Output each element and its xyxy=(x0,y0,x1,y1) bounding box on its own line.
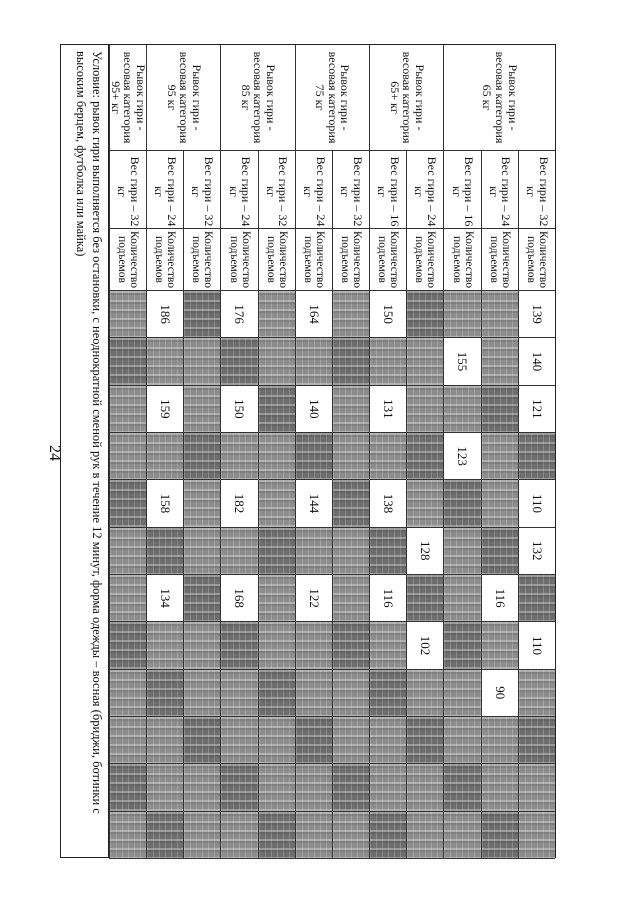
shaded-cell xyxy=(518,433,555,480)
lift-count-value: 140 xyxy=(295,386,332,433)
shaded-cell xyxy=(406,670,443,717)
lift-count-label: Количество подъемов xyxy=(444,229,481,291)
lift-count-label: Количество подъемов xyxy=(406,229,443,291)
shaded-cell xyxy=(369,622,406,669)
shaded-cell xyxy=(109,622,146,669)
lift-count-label: Количество подъемов xyxy=(295,229,332,291)
shaded-cell xyxy=(183,291,220,338)
shaded-cell xyxy=(183,670,220,717)
shaded-cell xyxy=(258,622,295,669)
weight-label: Вес гири – 32 кг xyxy=(183,151,220,229)
lift-count-value: 134 xyxy=(146,575,183,622)
lift-count-value: 139 xyxy=(518,291,555,338)
standards-table xyxy=(108,44,556,858)
lift-count-value: 122 xyxy=(295,575,332,622)
shaded-cell xyxy=(221,717,258,764)
shaded-cell xyxy=(406,717,443,764)
shaded-cell xyxy=(109,764,146,811)
lift-count-label: Количество подъемов xyxy=(369,229,406,291)
shaded-cell xyxy=(183,717,220,764)
shaded-cell xyxy=(183,386,220,433)
shaded-cell xyxy=(109,812,146,859)
shaded-cell xyxy=(518,575,555,622)
lift-count-value: 116 xyxy=(369,575,406,622)
shaded-cell xyxy=(295,670,332,717)
shaded-cell xyxy=(109,575,146,622)
shaded-cell xyxy=(258,812,295,859)
conditions-note: Условие: рывок гири выполняется без остановки, с неоднократной сменой рук в течение 12 минут, форма одежды – восная (бриджи, ботинки с высоким берцем, футболка или майка) xyxy=(60,44,108,858)
category-label: Рывок гири - весовая категория 95+ кг xyxy=(109,45,146,151)
shaded-cell xyxy=(332,386,369,433)
weight-label: Вес гири – 24 кг xyxy=(146,151,183,229)
shaded-cell xyxy=(481,386,518,433)
shaded-cell xyxy=(258,670,295,717)
shaded-cell xyxy=(221,528,258,575)
shaded-cell xyxy=(481,338,518,385)
shaded-cell xyxy=(444,480,481,527)
shaded-cell xyxy=(406,338,443,385)
shaded-cell xyxy=(183,764,220,811)
shaded-cell xyxy=(146,433,183,480)
shaded-cell xyxy=(332,338,369,385)
shaded-cell xyxy=(481,433,518,480)
shaded-cell xyxy=(332,291,369,338)
lift-count-label: Количество подъемов xyxy=(258,229,295,291)
lift-count-value: 121 xyxy=(518,386,555,433)
lift-count-value: 138 xyxy=(369,480,406,527)
shaded-cell xyxy=(444,764,481,811)
shaded-cell xyxy=(109,528,146,575)
shaded-cell xyxy=(444,291,481,338)
weight-label: Вес гири – 24 кг xyxy=(406,151,443,229)
shaded-cell xyxy=(444,622,481,669)
shaded-cell xyxy=(369,812,406,859)
shaded-cell xyxy=(295,433,332,480)
lift-count-value: 150 xyxy=(221,386,258,433)
shaded-cell xyxy=(221,338,258,385)
shaded-cell xyxy=(369,764,406,811)
lift-count-label: Количество подъемов xyxy=(481,229,518,291)
shaded-cell xyxy=(146,338,183,385)
shaded-cell xyxy=(221,812,258,859)
shaded-cell xyxy=(295,338,332,385)
shaded-cell xyxy=(369,338,406,385)
shaded-cell xyxy=(183,812,220,859)
shaded-cell xyxy=(109,338,146,385)
rotated-page-area xyxy=(60,44,556,858)
lift-count-value: 116 xyxy=(481,575,518,622)
shaded-cell xyxy=(258,338,295,385)
shaded-cell xyxy=(406,812,443,859)
shaded-cell xyxy=(183,433,220,480)
weight-label: Вес гири – 32 кг xyxy=(258,151,295,229)
lift-count-value: 155 xyxy=(444,338,481,385)
shaded-cell xyxy=(406,386,443,433)
lift-count-label: Количество подъемов xyxy=(183,229,220,291)
page-number: 24 xyxy=(46,445,63,461)
shaded-cell xyxy=(258,386,295,433)
shaded-cell xyxy=(109,670,146,717)
lift-count-value: 144 xyxy=(295,480,332,527)
shaded-cell xyxy=(258,717,295,764)
shaded-cell xyxy=(146,717,183,764)
shaded-cell xyxy=(258,764,295,811)
shaded-cell xyxy=(518,717,555,764)
lift-count-value: 159 xyxy=(146,386,183,433)
shaded-cell xyxy=(406,433,443,480)
lift-count-value: 128 xyxy=(406,528,443,575)
shaded-cell xyxy=(332,433,369,480)
shaded-cell xyxy=(332,528,369,575)
lift-count-value: 132 xyxy=(518,528,555,575)
shaded-cell xyxy=(518,812,555,859)
lift-count-label: Количество подъемов xyxy=(518,229,555,291)
lift-count-value: 102 xyxy=(406,622,443,669)
lift-count-value: 186 xyxy=(146,291,183,338)
lift-count-value: 90 xyxy=(481,670,518,717)
lift-count-value: 110 xyxy=(518,622,555,669)
category-label: Рывок гири - весовая категория 65 кг xyxy=(444,45,556,151)
lift-count-value: 150 xyxy=(369,291,406,338)
lift-count-value: 110 xyxy=(518,480,555,527)
shaded-cell xyxy=(258,480,295,527)
shaded-cell xyxy=(295,812,332,859)
shaded-cell xyxy=(332,764,369,811)
shaded-cell xyxy=(444,575,481,622)
lift-count-label: Количество подъемов xyxy=(221,229,258,291)
shaded-cell xyxy=(444,528,481,575)
lift-count-value: 176 xyxy=(221,291,258,338)
shaded-cell xyxy=(518,670,555,717)
shaded-cell xyxy=(109,480,146,527)
shaded-cell xyxy=(183,575,220,622)
lift-count-label: Количество подъемов xyxy=(332,229,369,291)
shaded-cell xyxy=(332,622,369,669)
shaded-cell xyxy=(481,622,518,669)
shaded-cell xyxy=(258,291,295,338)
shaded-cell xyxy=(332,670,369,717)
weight-label: Вес гири – 32 кг xyxy=(518,151,555,229)
shaded-cell xyxy=(481,480,518,527)
category-label: Рывок гири - весовая категория 75 кг xyxy=(295,45,369,151)
shaded-cell xyxy=(109,717,146,764)
shaded-cell xyxy=(258,433,295,480)
shaded-cell xyxy=(481,812,518,859)
shaded-cell xyxy=(258,528,295,575)
shaded-cell xyxy=(444,386,481,433)
shaded-cell xyxy=(183,622,220,669)
category-label: Рывок гири - весовая категория 85 кг xyxy=(221,45,295,151)
shaded-cell xyxy=(295,622,332,669)
shaded-cell xyxy=(444,812,481,859)
weight-label: Вес гири – 16 кг xyxy=(369,151,406,229)
weight-label: Вес гири – 32 кг xyxy=(332,151,369,229)
shaded-cell xyxy=(221,670,258,717)
lift-count-value: 164 xyxy=(295,291,332,338)
shaded-cell xyxy=(146,764,183,811)
shaded-cell xyxy=(444,670,481,717)
lift-count-value: 140 xyxy=(518,338,555,385)
shaded-cell xyxy=(369,670,406,717)
lift-count-label: Количество подъемов xyxy=(109,229,146,291)
shaded-cell xyxy=(332,480,369,527)
lift-count-value: 168 xyxy=(221,575,258,622)
shaded-cell xyxy=(369,717,406,764)
shaded-cell xyxy=(221,433,258,480)
shaded-cell xyxy=(481,291,518,338)
shaded-cell xyxy=(221,622,258,669)
lift-count-value: 158 xyxy=(146,480,183,527)
weight-label: Вес гири – 32 кг xyxy=(109,151,146,229)
lift-count-label: Количество подъемов xyxy=(146,229,183,291)
shaded-cell xyxy=(518,764,555,811)
shaded-cell xyxy=(332,575,369,622)
shaded-cell xyxy=(146,622,183,669)
shaded-cell xyxy=(109,291,146,338)
shaded-cell xyxy=(183,528,220,575)
weight-label: Вес гири – 24 кг xyxy=(295,151,332,229)
shaded-cell xyxy=(295,764,332,811)
shaded-cell xyxy=(221,764,258,811)
shaded-cell xyxy=(295,717,332,764)
shaded-cell xyxy=(183,338,220,385)
shaded-cell xyxy=(481,764,518,811)
weight-label: Вес гири – 24 кг xyxy=(221,151,258,229)
category-label: Рывок гири - весовая категория 65+ кг xyxy=(369,45,443,151)
shaded-cell xyxy=(481,528,518,575)
weight-label: Вес гири – 24 кг xyxy=(481,151,518,229)
shaded-cell xyxy=(146,528,183,575)
shaded-cell xyxy=(332,717,369,764)
shaded-cell xyxy=(369,528,406,575)
shaded-cell xyxy=(146,812,183,859)
shaded-cell xyxy=(295,528,332,575)
category-label: Рывок гири - весовая категория 95 кг xyxy=(146,45,220,151)
shaded-cell xyxy=(332,812,369,859)
shaded-cell xyxy=(406,764,443,811)
shaded-cell xyxy=(109,433,146,480)
shaded-cell xyxy=(183,480,220,527)
shaded-cell xyxy=(146,670,183,717)
shaded-cell xyxy=(406,291,443,338)
weight-label: Вес гири – 16 кг xyxy=(444,151,481,229)
shaded-cell xyxy=(406,480,443,527)
shaded-cell xyxy=(406,575,443,622)
shaded-cell xyxy=(444,717,481,764)
shaded-cell xyxy=(481,717,518,764)
shaded-cell xyxy=(109,386,146,433)
lift-count-value: 123 xyxy=(444,433,481,480)
rotated-content xyxy=(60,44,556,858)
shaded-cell xyxy=(369,433,406,480)
lift-count-value: 182 xyxy=(221,480,258,527)
lift-count-value: 131 xyxy=(369,386,406,433)
shaded-cell xyxy=(258,575,295,622)
